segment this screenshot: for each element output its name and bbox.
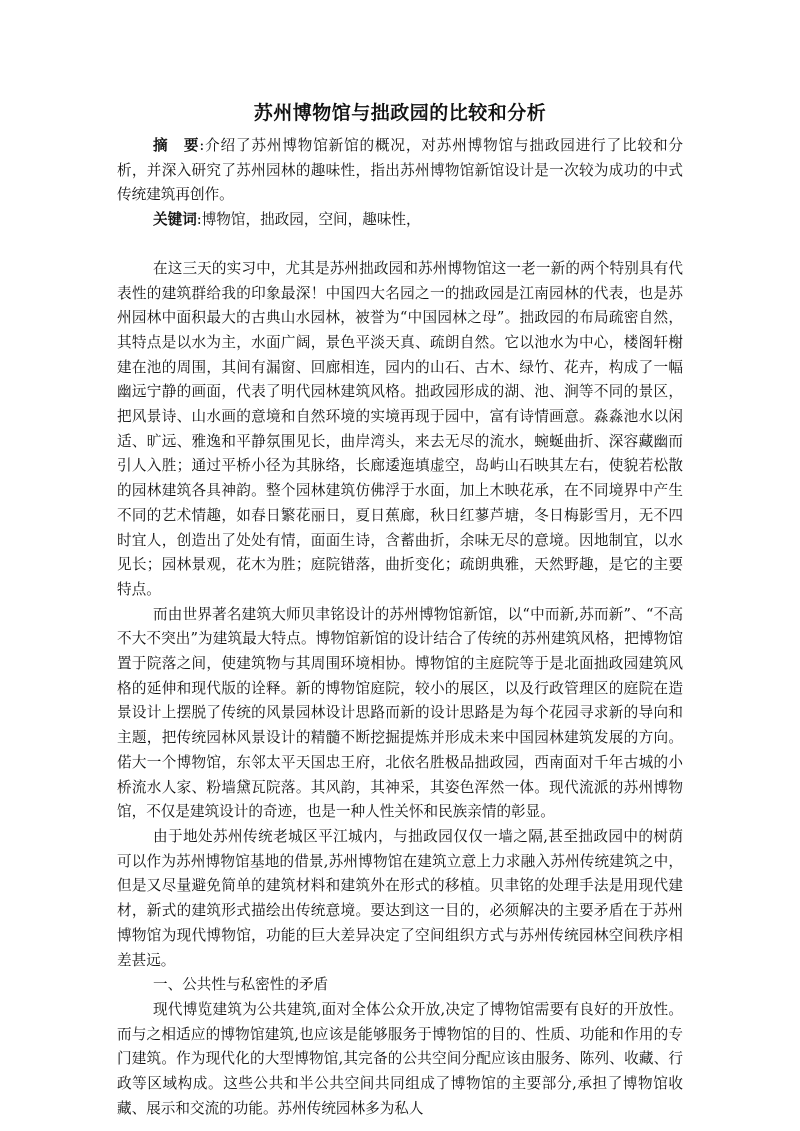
body-paragraph-2: 而由世界著名建筑大师贝聿铭设计的苏州博物馆新馆，以“中而新,苏而新”、“不高不大不突出”为建筑最大特点。博物馆新馆的设计结合了传统的苏州建筑风格，把博物馆置于院落之间，使建筑物与其周围环境相协。博物馆的主庭院等于是北面拙政园建筑风格的延伸和现代版的诠释。新的博物馆庭院，较小的展区，以及行政管理区的庭院在造景设计上摆脱了传统的风景园林设计思路而新的设计思路是为每个花园寻求新的导向和主题，把传统园林风景设计的精髓不断挖掘提炼并形成未来中国园林建筑发展的方向。偌大一个博物馆，东邻太平天国忠王府，北依名胜极品拙政园，西南面对千年古城的小桥流水人家、粉墙黛瓦院落。其风韵，其神采，其姿色浑然一体。现代流派的苏州博物馆，不仅是建筑设计的奇迹，也是一种人性关怀和民族亲情的彰显。 [117,605,683,821]
abstract [117,134,683,208]
paper-title: 苏州博物馆与拙政园的比较和分析 [253,102,547,124]
keywords-text: :博物馆，拙政园，空间，趣味性， [196,211,421,229]
spacer [117,233,683,257]
abstract-label: 摘 要 [153,137,200,154]
body-paragraph-3: 由于地处苏州传统老城区平江城内，与拙政园仅仅一墙之隔,甚至拙政园中的树荫可以作为苏州博物馆基地的借景,苏州博物馆在建筑立意上力求融入苏州传统建筑之中，但是又尽量避免简单的建筑材料和建筑外在形式的移植。贝聿铭的处理手法是用现代建材，新式的建筑形式描绘出传统意境。要达到这一目的，必须解决的主要矛盾在于苏州博物馆为现代博物馆，功能的巨大差异决定了空间组织方式与苏州传统园林空间秩序相差甚远。 [117,827,683,969]
document-page [117,100,683,1121]
keywords-label: 关键词 [153,211,197,229]
abstract-text: :介绍了苏州博物馆新馆的概况，对苏州博物馆与拙政园进行了比较和分析，并深入研究了苏州园林的趣味性，指出苏州博物馆新馆设计是一次较为成功的中式传统建筑再创作。 [117,137,683,204]
section-heading: 一、公共性与私密性的矛盾 [153,976,329,994]
keywords [117,208,683,233]
body-paragraph-4: 现代博览建筑为公共建筑,面对全体公众开放,决定了博物馆需要有良好的开放性。而与之相适应的博物馆建筑,也应该是能够服务于博物馆的目的、性质、功能和作用的专门建筑。作为现代化的大型博物馆,其完备的公共空间分配应该由服务、陈列、收藏、行政等区域构成。这些公共和半公共空间共同组成了博物馆的主要部分,承担了博物馆收藏、展示和交流的功能。苏州传统园林多为私人 [117,1000,683,1117]
body-paragraph-1: 在这三天的实习中，尤其是苏州拙政园和苏州博物馆这一老一新的两个特别具有代表性的建筑群给我的印象最深！中国四大名园之一的拙政园是江南园林的代表，也是苏州园林中面积最大的古典山水园林，被誉为“中国园林之母”。拙政园的布局疏密自然，其特点是以水为主，水面广阔，景色平淡天真、疏朗自然。它以池水为中心，楼阁轩榭建在池的周围，其间有漏窗、回廊相连，园内的山石、古木、绿竹、花卉，构成了一幅幽远宁静的画面，代表了明代园林建筑风格。拙政园形成的湖、池、涧等不同的景区，把风景诗、山水画的意境和自然环境的实境再现于园中，富有诗情画意。淼淼池水以闲适、旷远、雅逸和平静氛围见长，曲岸湾头，来去无尽的流水，蜿蜒曲折、深容藏幽而引人入胜；通过平桥小径为其脉络，长廊逶迤填虚空，岛屿山石映其左右，使貌若松散的园林建筑各具神韵。整个园林建筑仿佛浮于水面，加上木映花承，在不同境界中产生不同的艺术情趣，如春日繁花丽日，夏日蕉廊，秋日红蓼芦塘，冬日梅影雪月，无不四时宜人，创造出了处处有情，面面生诗，含蓄曲折，余味无尽的意境。因地制宜，以水见长；园林景观，花木为胜；庭院错落，曲折变化；疏朗典雅，天然野趣，是它的主要特点。 [117,259,683,598]
